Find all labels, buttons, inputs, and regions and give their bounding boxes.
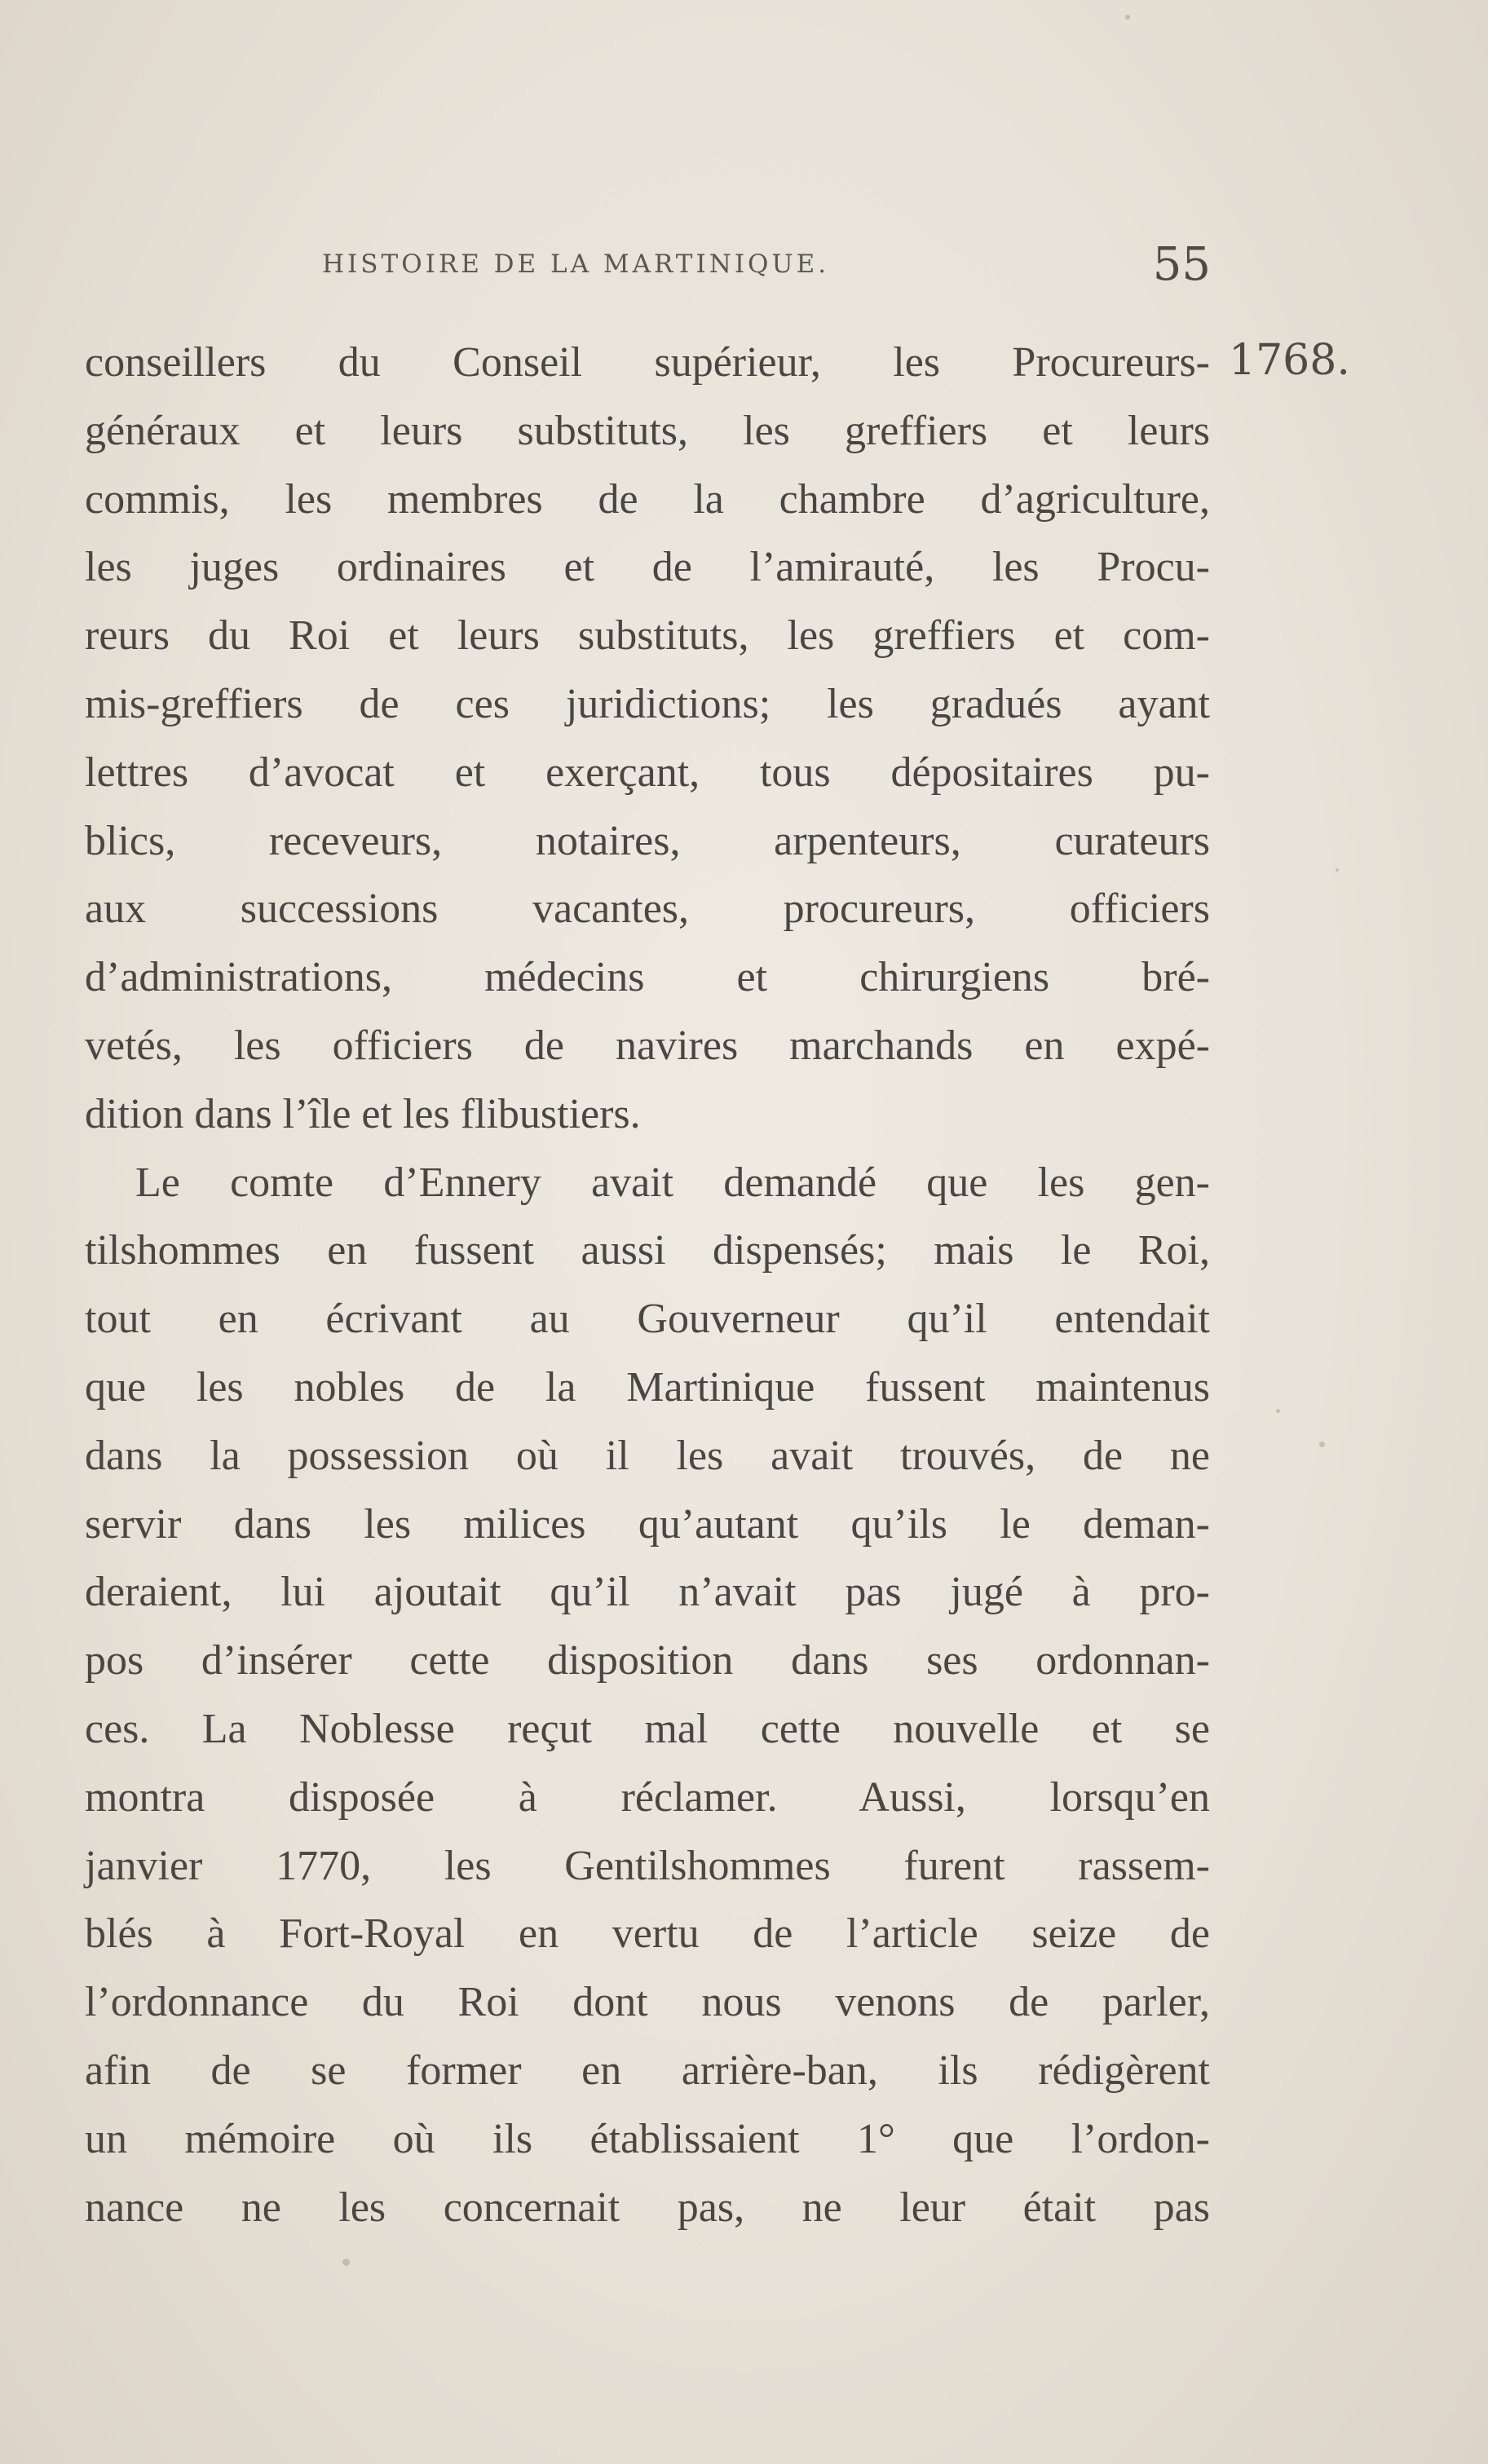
text-line: tilshommes en fussent aussi dispensés; mais le Roi,	[85, 1227, 1210, 1274]
page-number: 55	[1152, 238, 1211, 291]
paper-blemish	[1276, 1409, 1280, 1413]
paper-blemish	[1336, 868, 1339, 872]
paper-blemish	[342, 2259, 350, 2266]
paragraph	[85, 329, 1210, 1149]
text-line: aux successions vacantes, procureurs, officiers	[85, 885, 1210, 933]
text-line: généraux et leurs substituts, les greffiers et leurs	[85, 407, 1210, 454]
text-line: dition dans l’île et les flibustiers.	[85, 1090, 641, 1137]
text-line: Le comte d’Ennery avait demandé que les gen-	[135, 1159, 1210, 1206]
paragraph	[85, 1149, 1210, 2242]
running-head	[322, 238, 1211, 291]
text-line: l’ordonnance du Roi dont nous venons de parler,	[85, 1979, 1210, 2026]
text-line: reurs du Roi et leurs substituts, les greffiers et com-	[85, 612, 1210, 660]
text-line: nance ne les concernait pas, ne leur était pas	[85, 2184, 1210, 2231]
text-line: dans la possession où il les avait trouvés, de ne	[85, 1432, 1210, 1479]
text-line: lettres d’avocat et exerçant, tous dépositaires pu-	[85, 748, 1210, 796]
running-title: HISTOIRE DE LA MARTINIQUE.	[322, 249, 830, 279]
text-line: mis-greffiers de ces juridictions; les gradués ayant	[85, 680, 1210, 727]
paper-blemish	[1319, 1442, 1325, 1447]
paper-blemish	[1125, 15, 1130, 20]
text-line: conseillers du Conseil supérieur, les Procureurs-	[85, 339, 1210, 386]
text-line: ces. La Noblesse reçut mal cette nouvelle et se	[85, 1705, 1210, 1752]
body-text	[85, 329, 1210, 2241]
text-line: pos d’insérer cette disposition dans ses ordonnan-	[85, 1637, 1210, 1685]
text-line: tout en écrivant au Gouverneur qu’il entendait	[85, 1296, 1210, 1343]
text-line: janvier 1770, les Gentilshommes furent rassem-	[85, 1842, 1210, 1889]
text-line: commis, les membres de la chambre d’agriculture,	[85, 475, 1210, 523]
text-line: les juges ordinaires et de l’amirauté, les Procu-	[85, 544, 1210, 591]
text-line: un mémoire où ils établissaient 1° que l’ordon-	[85, 2115, 1210, 2162]
margin-year-note: 1768.	[1229, 336, 1350, 385]
text-line: vetés, les officiers de navires marchands en expé-	[85, 1022, 1210, 1069]
text-line: montra disposée à réclamer. Aussi, lorsqu’en	[85, 1773, 1210, 1821]
text-line: blics, receveurs, notaires, arpenteurs, curateurs	[85, 817, 1210, 864]
text-line: d’administrations, médecins et chirurgiens bré-	[85, 954, 1210, 1001]
text-line: blés à Fort-Royal en vertu de l’article seize de	[85, 1910, 1210, 1958]
text-line: que les nobles de la Martinique fussent maintenus	[85, 1363, 1210, 1411]
text-line: deraient, lui ajoutait qu’il n’avait pas jugé à pro-	[85, 1569, 1210, 1616]
text-line: servir dans les milices qu’autant qu’ils le deman-	[85, 1500, 1210, 1548]
text-line: afin de se former en arrière-ban, ils rédigèrent	[85, 2047, 1210, 2094]
